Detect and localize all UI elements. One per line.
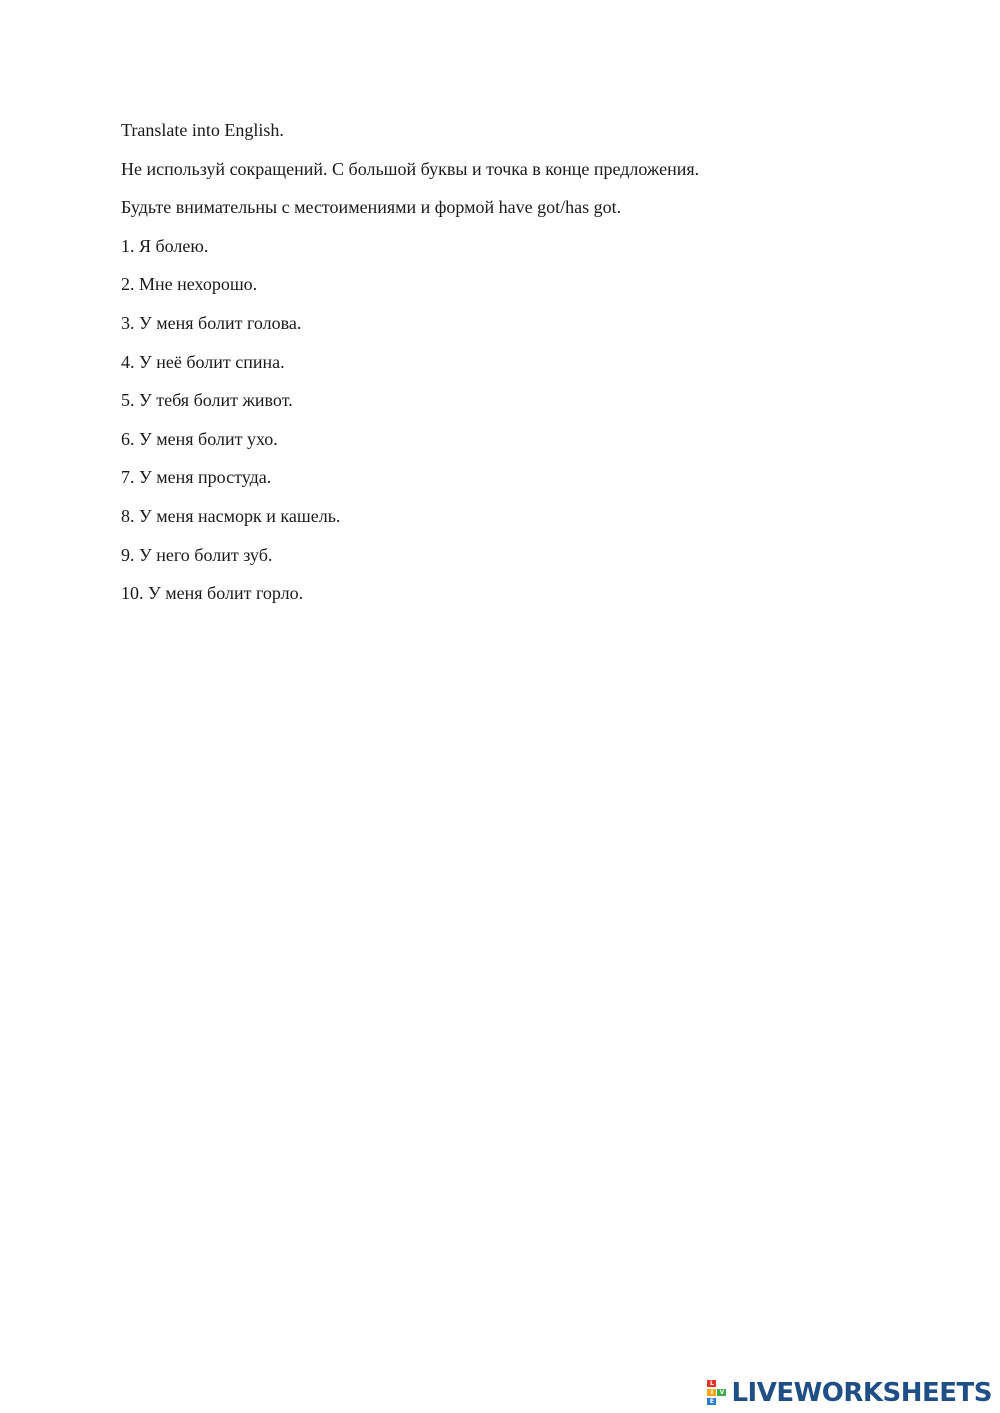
exercise-item-10: 10. У меня болит горло. [121, 583, 304, 604]
exercise-item-7: 7. У меня простуда. [121, 467, 272, 488]
logo-mark-i: I [707, 1389, 716, 1396]
liveworksheets-logo [707, 1379, 992, 1407]
exercise-item-8: 8. У меня насморк и кашель. [121, 505, 341, 526]
instruction-pronouns: Будьте внимательны с местоимениями и формой have got/has got. [121, 197, 622, 218]
logo-mark-l: L [707, 1380, 716, 1387]
exercise-item-6: 6. У меня болит ухо. [121, 428, 278, 449]
worksheet-content [121, 119, 941, 621]
logo-mark-e: E [707, 1398, 716, 1405]
exercise-list [121, 235, 941, 604]
instruction-english: Translate into English. [121, 120, 284, 140]
instruction-no-contractions: Не используй сокращений. С большой буквы и точка в конце предложения. [121, 158, 700, 179]
logo-mark-v: V [717, 1389, 726, 1396]
exercise-item-5: 5. У тебя болит живот. [121, 390, 293, 411]
exercise-item-2: 2. Мне нехорошо. [121, 274, 258, 295]
exercise-item-4: 4. У неё болит спина. [121, 351, 285, 372]
exercise-item-9: 9. У него болит зуб. [121, 544, 273, 565]
exercise-item-1: 1. Я болею. [121, 235, 209, 256]
logo-wordmark: LIVEWORKSHEETS [731, 1378, 992, 1408]
liveworksheets-logo-icon [707, 1380, 729, 1406]
exercise-item-3: 3. У меня болит голова. [121, 312, 302, 333]
